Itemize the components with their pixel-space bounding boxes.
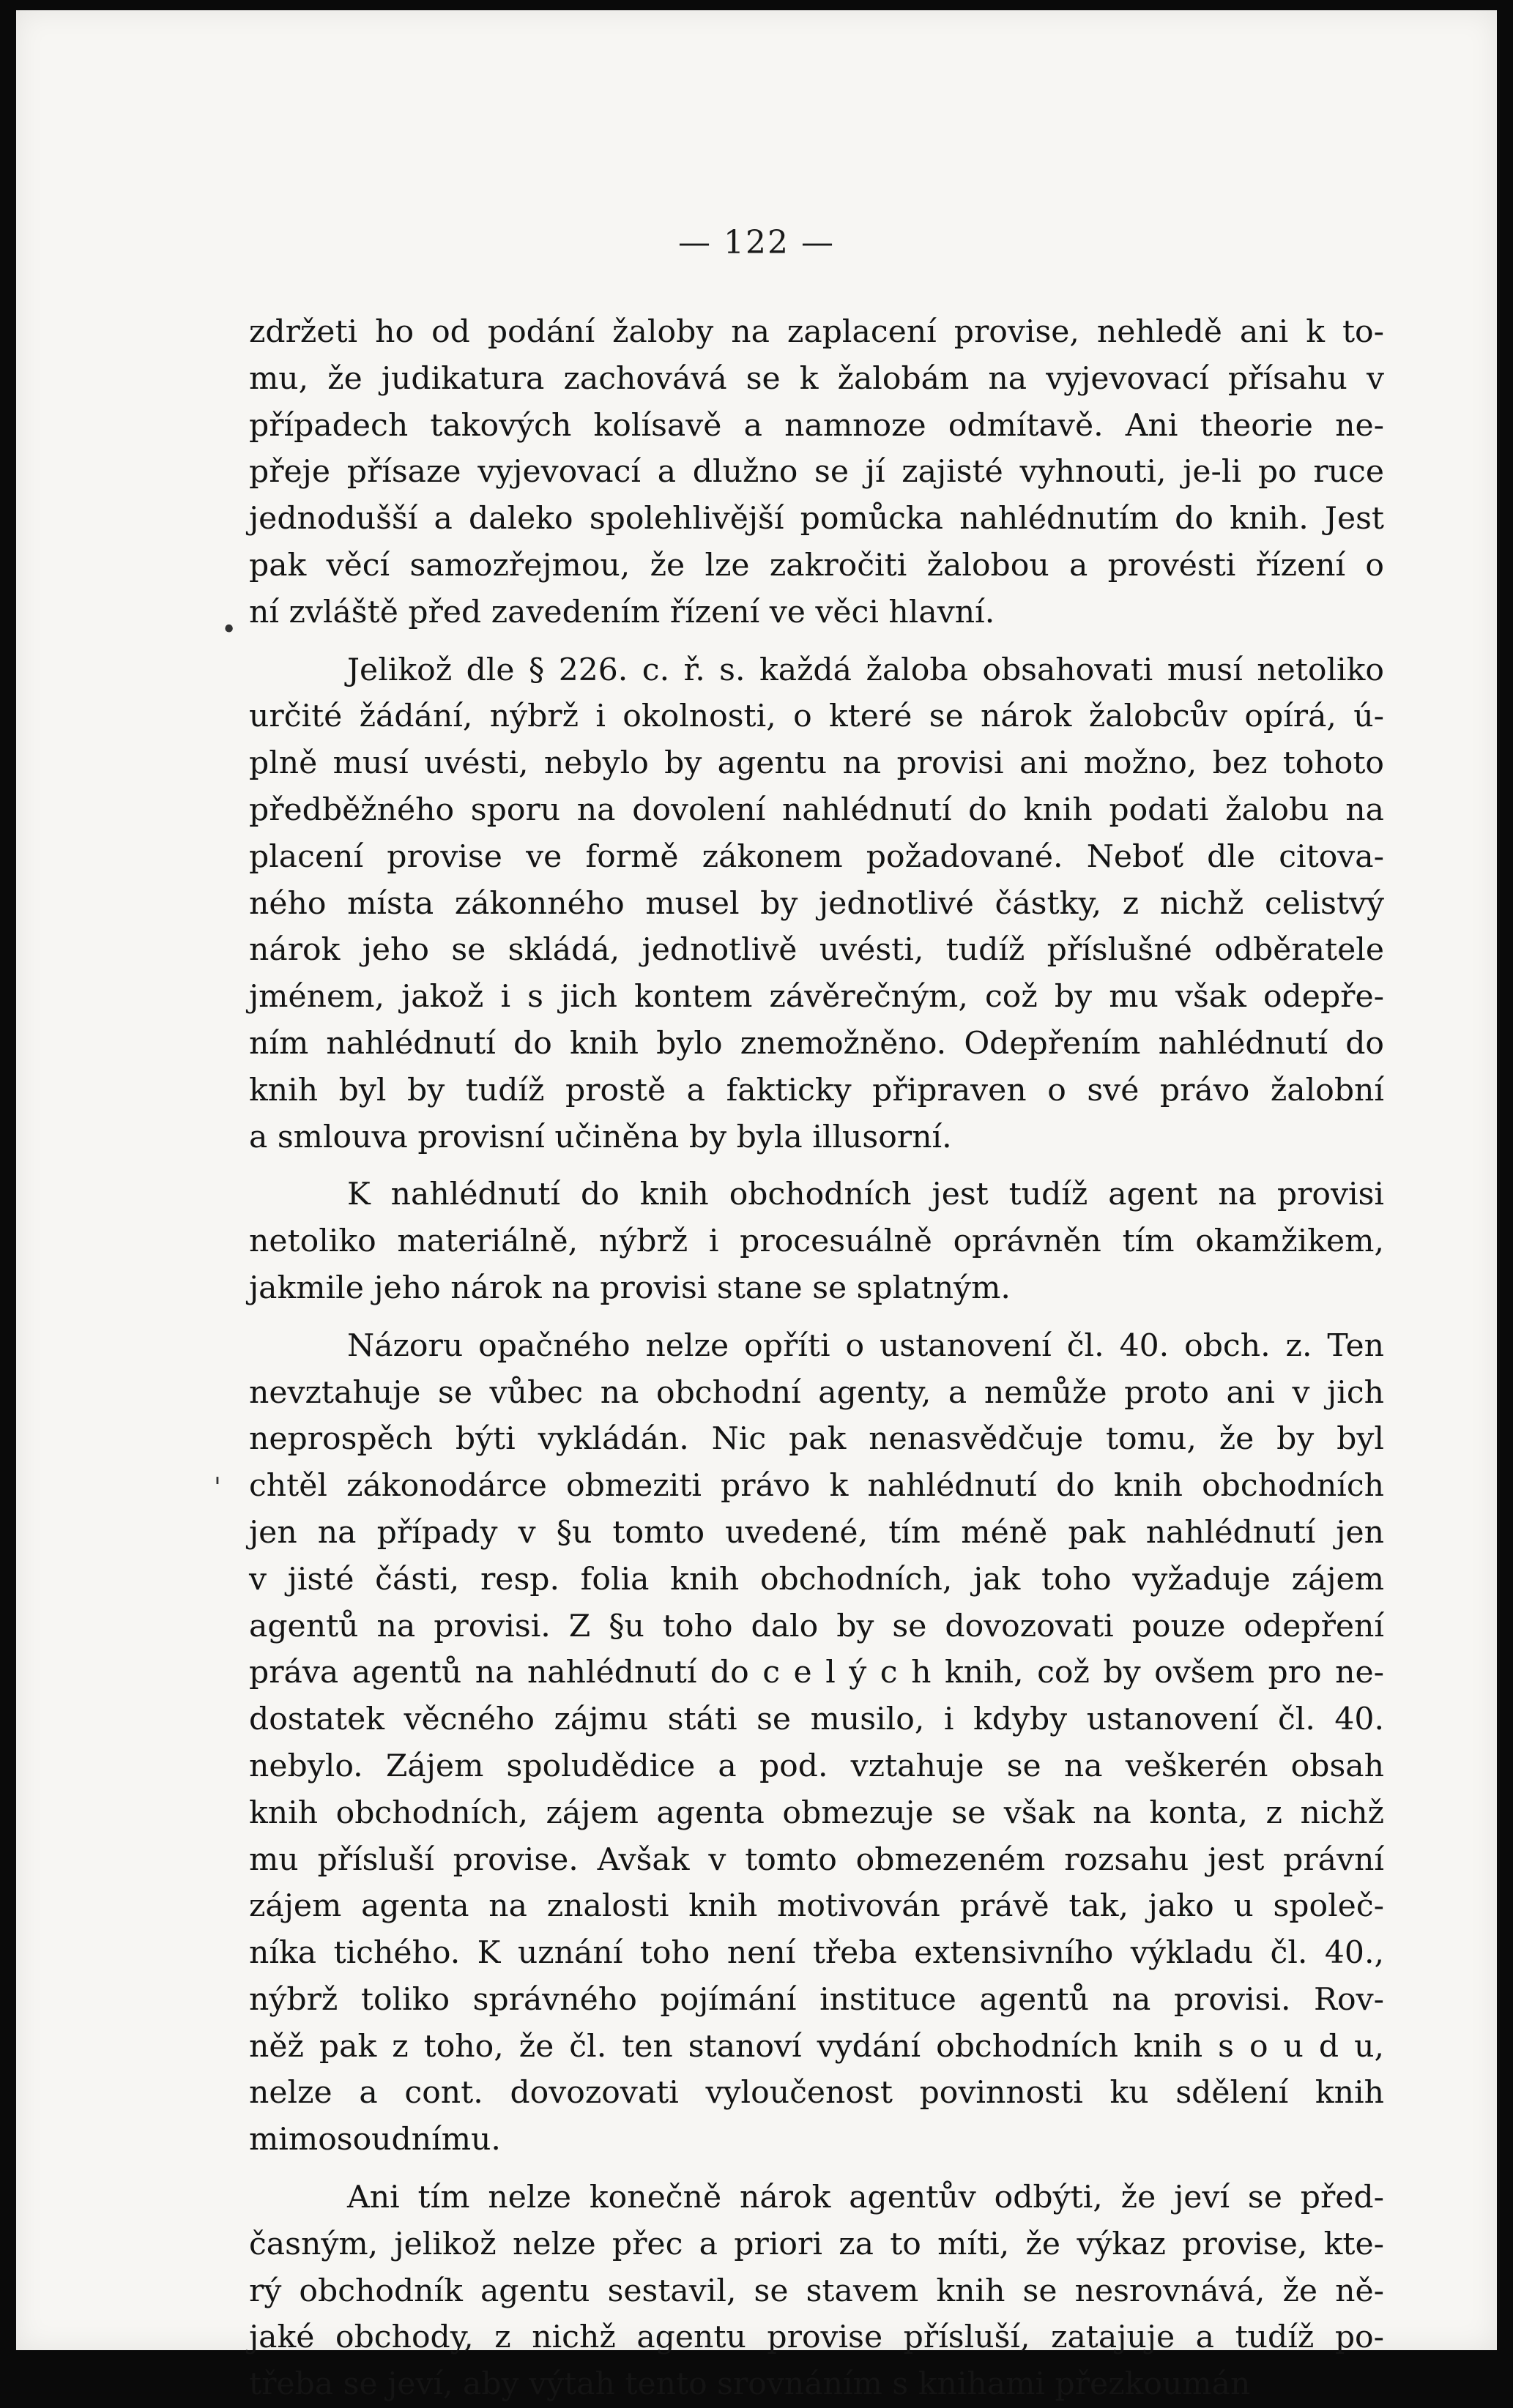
body-text [249, 309, 1384, 2408]
margin-tick-mark: ' [214, 1473, 221, 1503]
text-line: pak věcí samozřejmou, že lze zakročiti žalobou a provésti řízení o [249, 547, 1384, 584]
text-line: ní zvláště před zavedením řízení ve věci hlavní. [249, 594, 995, 630]
text-line: Jelikož dle § 226. c. ř. s. každá žaloba obsahovati musí netoliko [347, 652, 1384, 688]
text-line: něž pak z toho, že čl. ten stanoví vydání obchodních knih s o u d u, [249, 2028, 1384, 2065]
document-page [16, 10, 1497, 2403]
text-line: ním nahlédnutí do knih bylo znemožněno. Odepřením nahlédnutí do [249, 1025, 1384, 1062]
text-line: netoliko materiálně, nýbrž i procesuálně oprávněn tím okamžikem, [249, 1223, 1384, 1260]
text-line: určité žádání, nýbrž i okolnosti, o které se nárok žalobcův opírá, ú- [249, 698, 1384, 735]
text-line: agentů na provisi. Z §u toho dalo by se dovozovati pouze odepření [249, 1608, 1384, 1644]
text-line: Názoru opačného nelze opříti o ustanovení čl. 40. obch. z. Ten [347, 1327, 1384, 1364]
paragraph [249, 1323, 1384, 2163]
margin-dot-mark: • [221, 615, 237, 645]
text-line: mu, že judikatura zachovává se k žalobám na vyjevovací přísahu v [249, 360, 1384, 397]
text-line: zdržeti ho od podání žaloby na zaplacení provise, nehledě ani k to- [249, 314, 1384, 350]
text-line: případech takových kolísavě a namnoze odmítavě. Ani theorie ne- [249, 407, 1384, 444]
text-line: K nahlédnutí do knih obchodních jest tudíž agent na provisi [347, 1177, 1384, 1213]
text-line: jaké obchody, z nichž agentu provise přísluší, zatajuje a tudíž po- [249, 2319, 1384, 2356]
paragraph [249, 2174, 1384, 2408]
text-line: jménem, jakož i s jich kontem závěrečným, což by mu však odepře- [249, 979, 1384, 1015]
text-line: Ani tím nelze konečně nárok agentův odbýti, že jeví se před- [347, 2180, 1384, 2216]
page-number: — 122 — [678, 224, 835, 261]
text-line: třeba se jeví, aby výtah tento srovnáním s knihami přezkoumán [249, 2366, 1251, 2403]
text-line: placení provise ve formě zákonem požadované. Neboť dle citova- [249, 838, 1384, 875]
paragraph [249, 1171, 1384, 1311]
text-line: předběžného sporu na dovolení nahlédnutí do knih podati žalobu na [249, 791, 1384, 828]
text-line: knih byl by tudíž prostě a fakticky připraven o své právo žalobní [249, 1072, 1384, 1108]
text-line: neprospěch býti vykládán. Nic pak nenasvědčuje tomu, že by byl [249, 1421, 1384, 1458]
text-line: nárok jeho se skládá, jednotlivě uvésti, tudíž příslušné odběratele [249, 932, 1384, 969]
text-line: dostatek věcného zájmu státi se musilo, i kdyby ustanovení čl. 40. [249, 1701, 1384, 1738]
paragraph [249, 309, 1384, 636]
text-line: nelze a cont. dovozovati vyloučenost povinnosti ku sdělení knih [249, 2075, 1384, 2111]
text-line: časným, jelikož nelze přec a priori za to míti, že výkaz provise, kte- [249, 2226, 1384, 2262]
text-line: níka tichého. K uznání toho není třeba extensivního výkladu čl. 40., [249, 1935, 1384, 1972]
text-line: plně musí uvésti, nebylo by agentu na provisi ani možno, bez tohoto [249, 745, 1384, 782]
text-line: knih obchodních, zájem agenta obmezuje se však na konta, z nichž [249, 1794, 1384, 1831]
text-line: jakmile jeho nárok na provisi stane se splatným. [249, 1270, 1011, 1306]
text-line: jednodušší a daleko spolehlivější pomůcka nahlédnutím do knih. Jest [249, 501, 1384, 537]
text-line: chtěl zákonodárce obmeziti právo k nahlédnutí do knih obchodních [249, 1468, 1384, 1505]
paragraph [249, 647, 1384, 1161]
text-line: zájem agenta na znalosti knih motivován právě tak, jako u společ- [249, 1888, 1384, 1925]
text-line: ného místa zákonného musel by jednotlivé částky, z nichž celistvý [249, 885, 1384, 922]
text-line: rý obchodník agentu sestavil, se stavem knih se nesrovnává, že ně- [249, 2273, 1384, 2309]
text-line: a smlouva provisní učiněna by byla illusorní. [249, 1119, 952, 1155]
text-line: nevztahuje se vůbec na obchodní agenty, a nemůže proto ani v jich [249, 1374, 1384, 1411]
text-line: mu přísluší provise. Avšak v tomto obmezeném rozsahu jest právní [249, 1841, 1384, 1878]
text-line: nýbrž toliko správného pojímání instituce agentů na provisi. Rov- [249, 1981, 1384, 2018]
text-line: přeje přísaze vyjevovací a dlužno se jí zajisté vyhnouti, je-li po ruce [249, 454, 1384, 491]
text-line: mimosoudnímu. [249, 2122, 501, 2158]
text-line: jen na případy v §u tomto uvedené, tím méně pak nahlédnutí jen [249, 1514, 1384, 1551]
text-line: práva agentů na nahlédnutí do c e l ý c h knih, což by ovšem pro ne- [249, 1655, 1384, 1691]
text-line: nebylo. Zájem spoludědice a pod. vztahuje se na veškerén obsah [249, 1748, 1384, 1784]
text-line: v jisté části, resp. folia knih obchodních, jak toho vyžaduje zájem [249, 1561, 1384, 1598]
